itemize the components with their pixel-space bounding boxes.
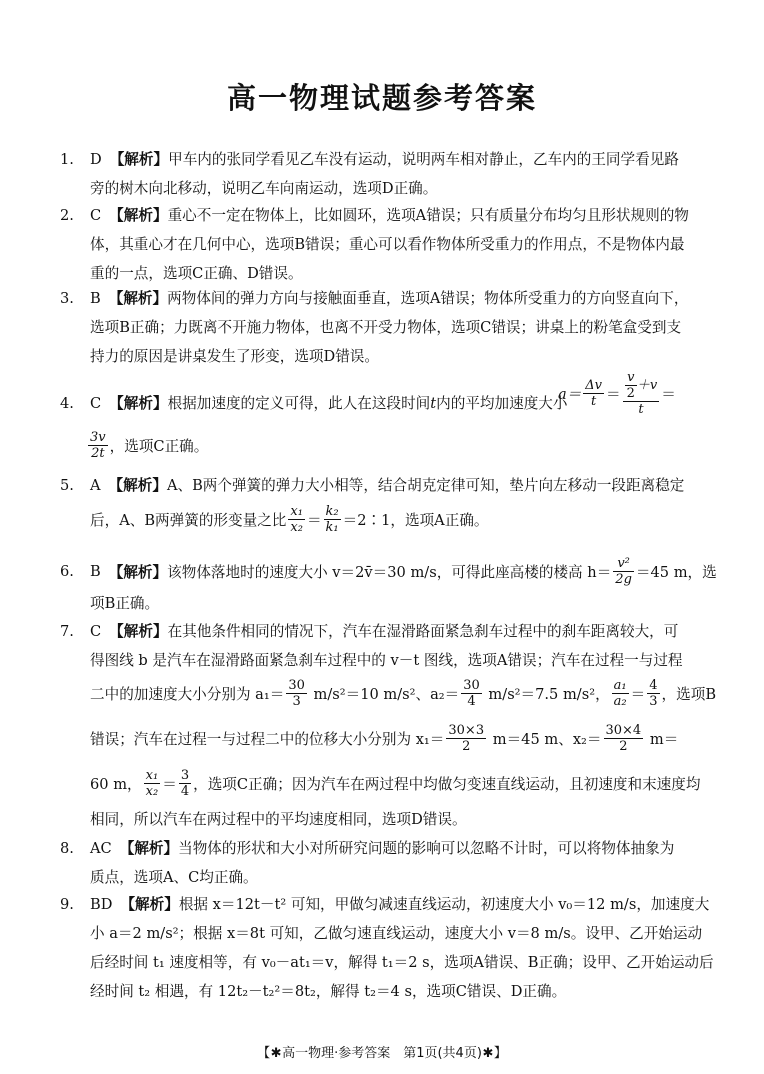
analysis-tag: 【解析】 (108, 290, 168, 307)
fraction-numerator: Δv (585, 378, 603, 393)
analysis-tag: 【解析】 (109, 623, 168, 640)
analysis-text: 内的平均加速度大小 (436, 395, 568, 412)
fraction-denominator: k₁ (325, 520, 339, 535)
analysis-text: 持力的原因是讲桌发生了形变，选项D错误。 (90, 348, 379, 365)
math-operator: ＝ (306, 512, 322, 529)
analysis-text: 项B正确。 (90, 595, 160, 612)
analysis-text: 在其他条件相同的情况下，汽车在湿滑路面紧急刹车过程中的刹车距离较大，可 (167, 623, 679, 640)
answer-choice: B (90, 290, 101, 307)
fraction-denominator: 2 (626, 386, 635, 401)
analysis-text: m/s²＝7.5 m/s²， (483, 686, 610, 703)
page-footer (0, 1042, 764, 1061)
footer-bracket-open: 【 (257, 1046, 271, 1061)
answer-choice: C (90, 395, 102, 412)
answer-choice: C (90, 207, 102, 224)
question-number: 3. (60, 290, 74, 307)
analysis-text: m＝45 m、x₂＝ (488, 731, 602, 748)
question-number: 6. (60, 563, 74, 580)
analysis-text: 小 a＝2 m/s²；根据 x＝8t 可知，乙做匀速直线运动，速度大小 v＝8 m/s。设甲、乙开始运动 (90, 925, 703, 942)
analysis-text: 质点，选项A、C均正确。 (90, 869, 258, 886)
math-variable: a＝ (558, 386, 582, 403)
question-number: 2. (60, 207, 74, 224)
analysis-tag: 【解析】 (120, 896, 179, 913)
fraction-denominator: x₂ (145, 784, 159, 799)
question-number: 4. (60, 395, 74, 412)
fraction-numerator: x₁ (145, 768, 159, 783)
analysis-tag: 【解析】 (109, 151, 169, 168)
fraction-denominator: 2g (615, 572, 632, 587)
analysis-text: 旁的树木向北移动，说明乙车向南运动，选项D正确。 (90, 180, 438, 197)
fraction-denominator: 3 (649, 694, 658, 709)
fraction-denominator: t (623, 401, 660, 417)
analysis-text: 重心不一定在物体上，比如圆环，选项A错误；只有质量分布均匀且形状规则的物 (167, 207, 689, 224)
math-operator: ＝ (162, 776, 177, 793)
answer-choice: BD (90, 896, 113, 913)
analysis-text: A、B两个弹簧的弹力大小相等，结合胡克定律可知，垫片向左移动一段距离稳定 (166, 477, 685, 494)
fraction-numerator: 3v (90, 430, 106, 445)
analysis-text: 体，其重心才在几何中心，选项B错误；重心可以看作物体所受重力的作用点，不是物体内最 (90, 236, 685, 253)
analysis-text: 根据加速度的定义可得，此人在这段时间 (167, 395, 431, 412)
analysis-text: m/s²＝10 m/s²、a₂＝ (308, 686, 460, 703)
fraction-denominator: 2t (88, 445, 108, 461)
answer-choice: B (90, 563, 101, 580)
fraction-denominator: 2 (604, 738, 644, 754)
analysis-text: ，选项C正确。 (109, 438, 209, 455)
analysis-text: 重的一点，选项C正确、D错误。 (90, 265, 303, 282)
analysis-text: ，选项C正确；因为汽车在两过程中均做匀变速直线运动，且初速度和末速度均 (193, 776, 701, 793)
analysis-text: 60 m， (90, 776, 142, 793)
analysis-tag: 【解析】 (119, 840, 179, 857)
fraction-denominator: 4 (461, 693, 482, 709)
analysis-text: ＝2∶1，选项A正确。 (342, 512, 489, 529)
analysis-text: ，选项B (661, 686, 717, 703)
acceleration-formula (558, 370, 676, 417)
analysis-text: 根据 x＝12t－t² 可知，甲做匀减速直线运动，初速度大小 v₀＝12 m/s，加速度大 (178, 896, 710, 913)
fraction-numerator: 30×3 (448, 723, 485, 738)
analysis-text: 经时间 t₂ 相遇，有 12t₂－t₂²＝8t₂，解得 t₂＝4 s，选项C错误、D正确。 (90, 983, 567, 1000)
math-operator: ＝ (661, 386, 676, 403)
fraction-numerator: 3 (180, 768, 190, 783)
footer-text: 高一物理·参考答案 第1页(共4页) (282, 1046, 482, 1061)
analysis-tag: 【解析】 (108, 564, 168, 581)
star-icon: ✱ (270, 1046, 282, 1061)
fraction-numerator: 30 (288, 678, 305, 693)
analysis-text: 二中的加速度大小分别为 a₁＝ (90, 686, 285, 703)
fraction-denominator: a₂ (613, 694, 627, 709)
analysis-text: 两物体间的弹力方向与接触面垂直，选项A错误；物体所受重力的方向竖直向下， (167, 290, 689, 307)
fraction-denominator: 4 (180, 784, 190, 799)
math-operator: ＝ (630, 686, 646, 703)
question-number: 9. (60, 896, 74, 913)
fraction-numerator: x₁ (290, 504, 303, 519)
fraction-denominator: t (583, 393, 604, 409)
fraction-numerator: 30×4 (605, 723, 642, 738)
page-title: 高一物理试题参考答案 (226, 81, 537, 115)
answer-choice: A (90, 477, 101, 494)
analysis-tag: 【解析】 (108, 477, 167, 494)
analysis-text: ＝45 m，选 (635, 564, 717, 581)
question-number: 7. (60, 623, 74, 640)
fraction-denominator: 2 (446, 738, 486, 754)
answer-choice: D (90, 151, 102, 168)
fraction-numerator: 4 (649, 678, 658, 693)
analysis-text: m＝ (645, 731, 679, 748)
analysis-text: 相同，所以汽车在两过程中的平均速度相同，选项D错误。 (90, 811, 467, 828)
fraction-numerator: v (627, 370, 635, 385)
question-number: 8. (60, 840, 74, 857)
fraction-numerator: v² (617, 556, 630, 571)
math-variable: t (430, 395, 437, 412)
question-number: 5. (60, 477, 74, 494)
analysis-tag: 【解析】 (109, 395, 168, 412)
math-term: ＋v (636, 378, 658, 393)
answer-choice: C (90, 623, 102, 640)
fraction-denominator: x₂ (290, 520, 303, 535)
analysis-text: 当物体的形状和大小对所研究问题的影响可以忽略不计时，可以将物体抽象为 (178, 840, 675, 857)
footer-bracket-close: 】 (493, 1046, 507, 1061)
math-operator: ＝ (606, 386, 621, 403)
question-number: 1. (60, 151, 74, 168)
fraction-numerator: a₁ (613, 678, 627, 693)
fraction-numerator: k₂ (325, 504, 339, 519)
analysis-tag: 【解析】 (109, 207, 168, 224)
analysis-text: 该物体落地时的速度大小 v＝2v̄＝30 m/s，可得此座高楼的楼高 h＝ (167, 564, 612, 581)
star-icon: ✱ (482, 1046, 494, 1061)
fraction-denominator: 3 (286, 693, 307, 709)
analysis-text: 选项B正确；力既离不开施力物体，也离不开受力物体，选项C错误；讲桌上的粉笔盒受到支 (90, 319, 682, 336)
analysis-text: 错误；汽车在过程一与过程二中的位移大小分别为 x₁＝ (90, 731, 445, 748)
analysis-text: 甲车内的张同学看见乙车没有运动，说明两车相对静止，乙车内的王同学看见路 (168, 151, 679, 168)
analysis-text: 得图线 b 是汽车在湿滑路面紧急刹车过程中的 v－t 图线，选项A错误；汽车在过程一与过程 (90, 652, 683, 669)
analysis-text: 后经时间 t₁ 速度相等，有 v₀－at₁＝v，解得 t₁＝2 s，选项A错误、B正确；设甲、乙开始运动后 (90, 954, 714, 971)
analysis-text: 后，A、B两弹簧的形变量之比 (90, 512, 287, 529)
answer-choice: AC (90, 840, 112, 857)
fraction-numerator: 30 (463, 678, 480, 693)
